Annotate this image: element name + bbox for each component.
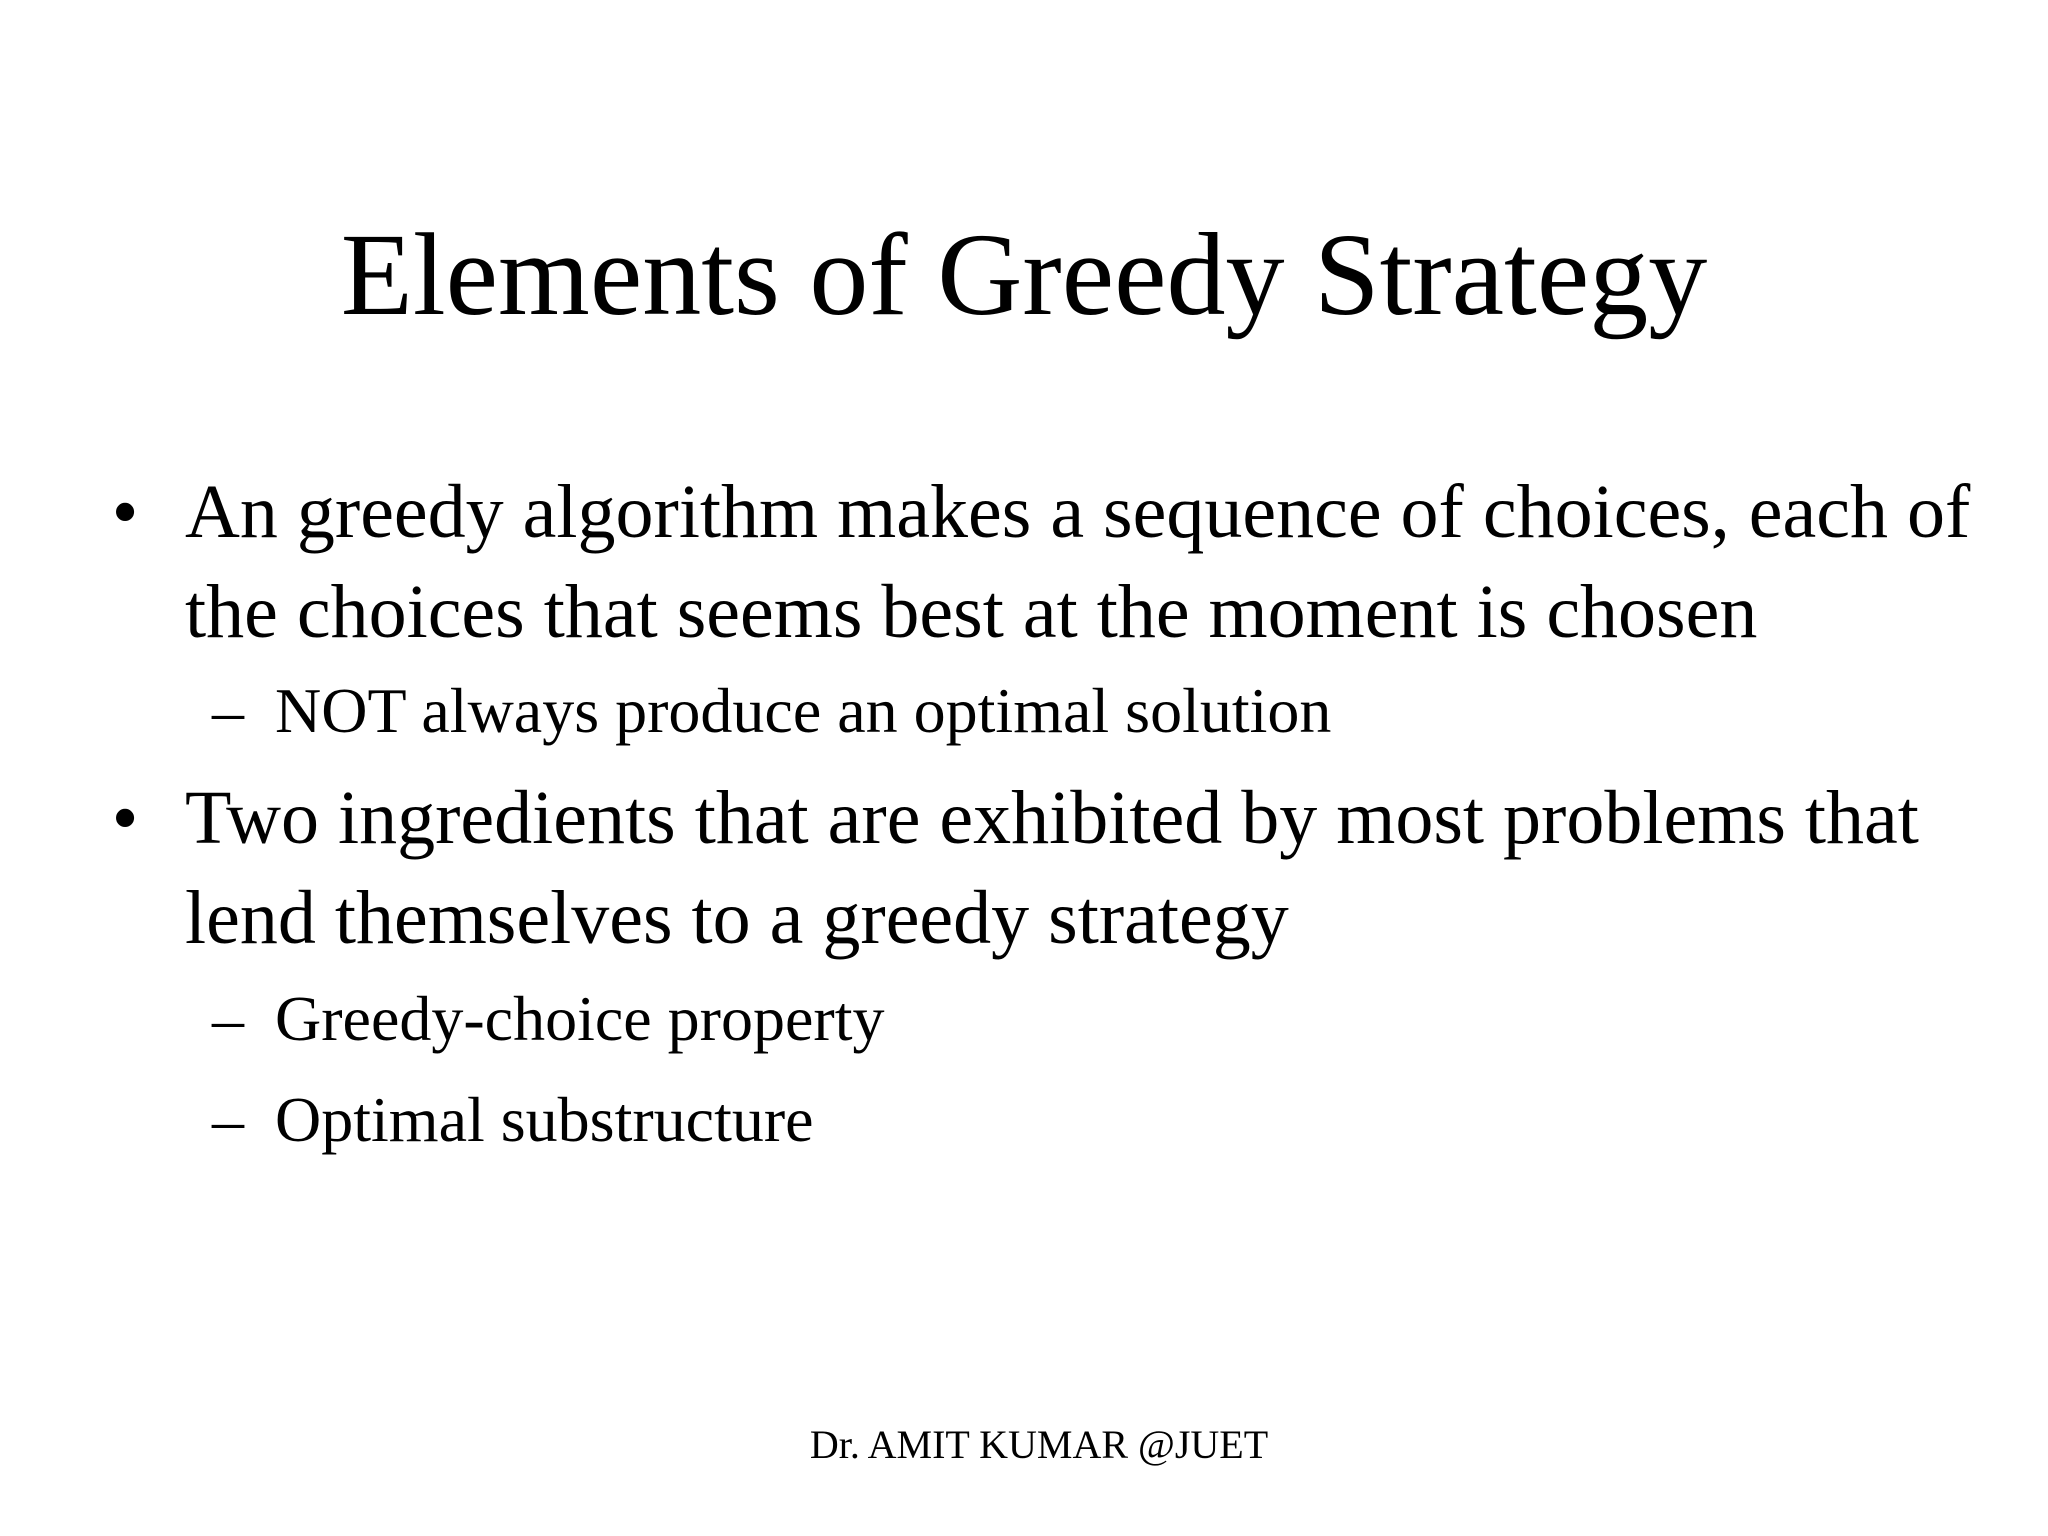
sub-bullet-text: NOT always produce an optimal solution <box>275 675 1332 746</box>
slide-title: Elements of Greedy Strategy <box>340 209 1708 340</box>
sub-bullet-text: Optimal substructure <box>275 1084 814 1155</box>
sub-bullet-item <box>212 1080 1975 1160</box>
sub-bullet-marker: – <box>212 675 244 746</box>
sub-bullet-marker: – <box>212 1084 244 1155</box>
sub-bullet-item <box>212 979 1975 1059</box>
bullet-text: Two ingredients that are exhibited by most problems that lend themselves to a greedy strategy <box>185 776 1919 960</box>
bullet-text: An greedy algorithm makes a sequence of choices, each of the choices that seems best at the moment is chosen <box>185 470 1971 654</box>
bullet-item <box>111 768 2025 968</box>
bullet-marker: • <box>111 470 139 554</box>
bullet-item <box>111 462 2025 662</box>
sub-bullet-marker: – <box>212 983 244 1054</box>
sub-bullet-text: Greedy-choice property <box>275 983 885 1054</box>
slide-footer: Dr. AMIT KUMAR @JUET <box>809 1422 1269 1467</box>
bullet-marker: • <box>111 776 139 860</box>
sub-bullet-item <box>212 671 1975 751</box>
